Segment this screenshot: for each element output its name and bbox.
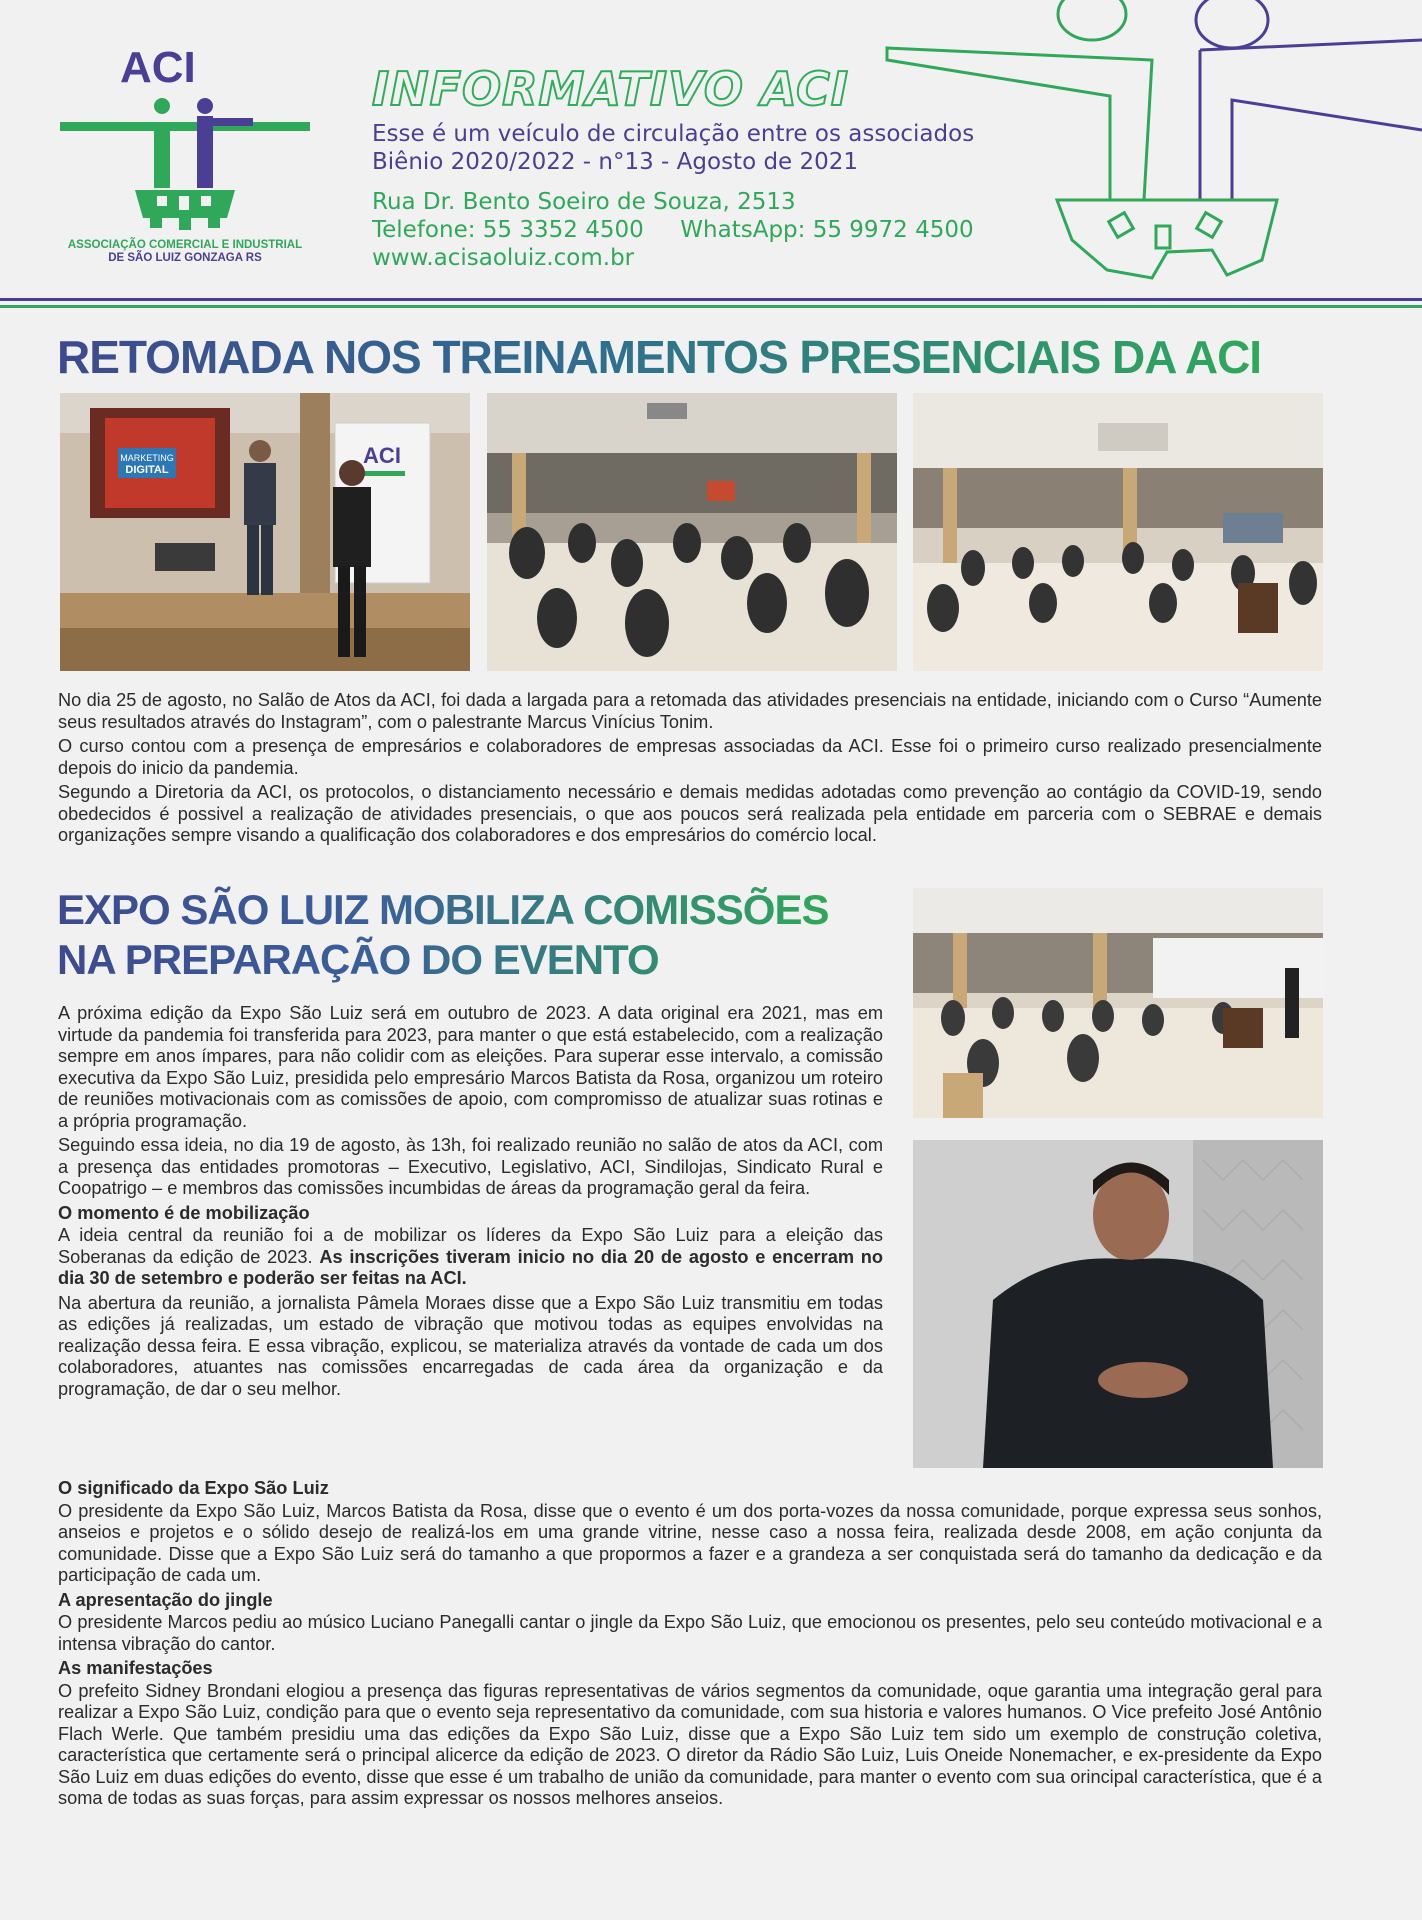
article2-subhead-4: As manifestações [58, 1658, 213, 1678]
masthead-line-1: Esse é um veículo de circulação entre os associados [372, 121, 975, 147]
photo-audience-2 [913, 393, 1323, 671]
logo-caption-2: DE SÃO LUIZ GONZAGA RS [108, 252, 262, 264]
photo-president [913, 1140, 1323, 1468]
article2-body-full [58, 1476, 1322, 1813]
masthead-phone: Telefone: 55 3352 4500 WhatsApp: 55 9972 4500 [372, 217, 974, 243]
article2-headline-line-1: EXPO SÃO LUIZ MOBILIZA COMISSÕES [57, 886, 829, 933]
header-decoration [882, 0, 1422, 300]
article2-paragraph-4: Na abertura da reunião, a jornalista Pâmela Moraes disse que a Expo São Luiz transmitiu em todas as edições já realizadas, um estado de vibração que motivou todas as equipes envolvidas na realização dessa feira. E essa vibração, explicou, se materializa através da vontade de cada um dos colaboradores, atuantes nas comissões encarregadas de cada área da organização e da programação, de dar o seu melhor. [58, 1292, 883, 1399]
article2-paragraph-7: O prefeito Sidney Brondani elogiou a presença das figuras representativas de vários segmentos da comunidade, oque garantia uma integração geral para realizar a Expo São Luiz, condição para que o evento seja representativo da comunidade, com sua historia e valores humanos. O Vice prefeito José Antônio Flach Werle. Que também presidiu uma das edições da Expo São Luiz, disse que a Expo São Luiz tem sido um exemplo de construção coletiva, característica que certamente será o principal alicerce da edição de 2023. O diretor da Rádio São Luiz, Luis Oneide Nonemacher, e ex-presidente da Expo São Luiz em duas edições do evento, disse que esse é um trabalho de união da comunidade, para manter o evento com sua orincipal característica, que é a soma de todas as suas forças, para assim expressar os nossos melhores anseios. [58, 1680, 1322, 1808]
article1-body [58, 690, 1322, 850]
article2-paragraph-5: O presidente da Expo São Luiz, Marcos Batista da Rosa, disse que o evento é um dos porta-vozes da nossa comunidade, porque expressa seus sonhos, anseios e projetos e o sólido desejo de realizá-los em uma grande vitrine, nesse caso a nossa feira, realizada desde 2008, em ação conjunta da comunidade. Disse que a Expo São Luiz será do tamanho a que propormos a fazer e a grandeza a ser conquistada será do tamanho da dedicação e da participação de cada um. [58, 1500, 1322, 1585]
article2-highlight: As inscrições tiveram inicio no dia 20 de agosto e encerram no dia 30 de setembro e poderão ser feitas na ACI. [58, 1246, 883, 1288]
masthead-website: www.acisaoluiz.com.br [372, 245, 635, 271]
article2-subhead-3: A apresentação do jingle [58, 1589, 273, 1610]
article2-subhead-2: O significado da Expo São Luiz [58, 1478, 329, 1498]
article2-subhead-1: O momento é de mobilização [58, 1202, 310, 1223]
article2-paragraph-1: A próxima edição da Expo São Luiz será em outubro de 2023. A data original era 2021, mas em virtude da pandemia foi transferida para 2023, para manter o que está estabelecido, com a realização sempre em anos ímpares, para não colidir com as eleições. Para superar esse intervalo, a comissão executiva da Expo São Luiz, presidida pelo empresário Marcos Batista da Rosa, organizou um roteiro de reuniões motivacionais com as comissões de apoio, com compromisso de atualizar suas rotinas e a própria programação. [58, 1003, 883, 1131]
photo-speakers [60, 393, 470, 671]
article2-paragraph-6: O presidente Marcos pediu ao músico Luciano Panegalli cantar o jingle da Expo São Luiz, que emocionou os presentes, pelo seu conteúdo motivacional e a intensa vibração do cantor. [58, 1612, 1322, 1654]
photo-aci-banner: ACI [363, 443, 401, 468]
photo-banner-1: MARKETING [120, 453, 174, 463]
header-rule-green [0, 305, 1422, 308]
article1-headline: RETOMADA NOS TREINAMENTOS PRESENCIAIS DA ACI [57, 331, 1262, 383]
article2-headline-line-2: NA PREPARAÇÃO DO EVENTO [57, 936, 659, 983]
article2-paragraph-2: Seguindo essa ideia, no dia 19 de agosto, às 13h, foi realizado reunião no salão de atos da ACI, com a presença das entidades promotoras – Executivo, Legislativo, ACI, Sindilojas, Sindicato Rural e Coopatrigo – e membros das comissões incumbidas de áreas da programação geral da feira. [58, 1135, 883, 1198]
photo-banner-2: DIGITAL [125, 464, 169, 476]
masthead-address: Rua Dr. Bento Soeiro de Souza, 2513 [372, 189, 796, 215]
article1-paragraph-3: Segundo a Diretoria da ACI, os protocolos, o distanciamento necessário e demais medidas adotadas como prevenção ao contágio da COVID-19, sendo obedecidos é possivel a realização de atividades presenciais, o que aos poucos será realizada pela entidade em parceria com o SEBRAE e demais organizações sempre visando a qualificação dos colaboradores e dos empresários do comércio local. [58, 782, 1322, 845]
header-rule-purple [0, 298, 1422, 301]
masthead-line-2: Biênio 2020/2022 - n°13 - Agosto de 2021 [372, 149, 859, 175]
article2-paragraph-3: A ideia central da reunião foi a de mobilizar os líderes da Expo São Luiz para a eleição das Soberanas da edição de 2023. As inscrições tiveram inicio no dia 20 de agosto e encerram no dia 30 de setembro e poderão ser feitas na ACI. [58, 1225, 883, 1288]
logo-caption-1: ASSOCIAÇÃO COMERCIAL E INDUSTRIAL [67, 239, 303, 251]
article1-paragraph-1: No dia 25 de agosto, no Salão de Atos da ACI, foi dada a largada para a retomada das atividades presenciais na entidade, iniciando com o Curso “Aumente seus resultados através do Instagram”, com o palestrante Marcus Vinícius Tonim. [58, 690, 1322, 732]
photo-audience-1 [487, 393, 897, 671]
aci-logo [55, 50, 325, 270]
photo-meeting [913, 888, 1323, 1118]
masthead-title: INFORMATIVO ACI [372, 62, 849, 116]
article1-paragraph-2: O curso contou com a presença de empresários e colaboradores de empresas associadas da ACI. Esse foi o primeiro curso realizado presencialmente depois do inicio da pandemia. [58, 736, 1322, 778]
logo-name: ACI [120, 50, 196, 92]
article2-headline [57, 885, 829, 985]
article2-body-left [58, 1003, 883, 1403]
